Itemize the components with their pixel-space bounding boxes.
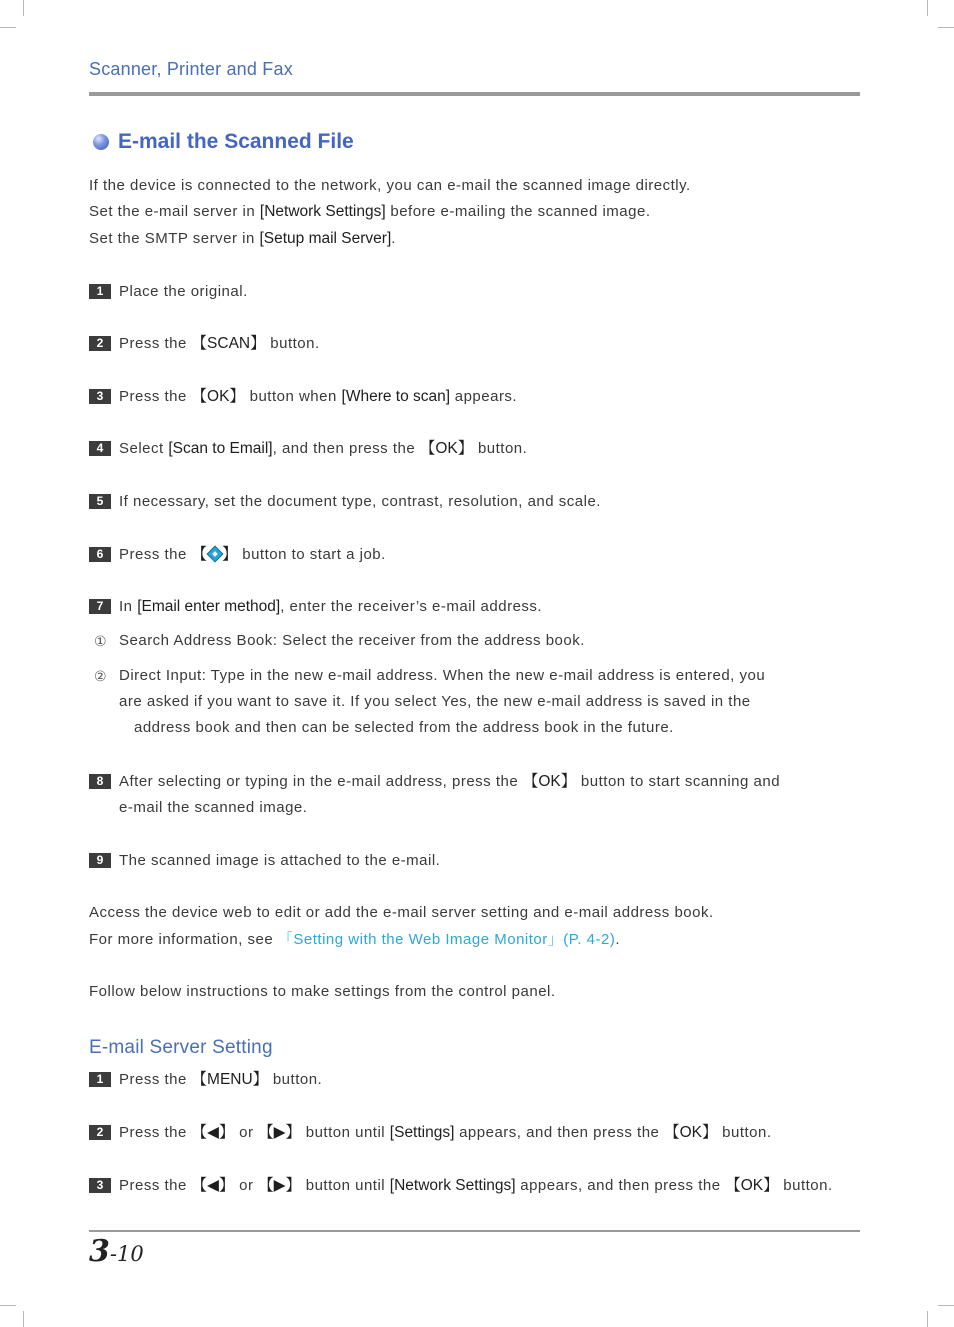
ui-term: 【MENU】 xyxy=(191,1071,269,1088)
access-line: Access the device web to edit or add the e-mail server setting and e-mail address book. xyxy=(89,904,714,921)
bullet-ball-icon xyxy=(93,134,109,150)
ui-term: 【OK】 xyxy=(522,773,577,790)
step-number-badge: 7 xyxy=(89,599,111,614)
ui-term: [Settings] xyxy=(389,1124,455,1141)
ui-term: [Email enter method] xyxy=(137,598,281,615)
step-item: 4 Select [Scan to Email], and then press the 【OK】 button. xyxy=(89,440,527,458)
step-number-badge: 5 xyxy=(89,494,111,509)
step-item: 7 In [Email enter method], enter the receiver’s e-mail address. xyxy=(89,598,542,616)
ui-term: [Network Settings] xyxy=(389,1177,516,1194)
crop-mark xyxy=(927,0,928,16)
cross-reference-link[interactable]: 「Setting with the Web Image Monitor」(P. 4-2) xyxy=(277,931,616,948)
subsection-title: E-mail Server Setting xyxy=(89,1037,273,1058)
ui-term: 【OK】 xyxy=(191,388,245,405)
ui-term: [Setup mail Server] xyxy=(259,230,392,247)
ui-term: 【OK】 xyxy=(419,440,474,457)
substep-item: ② Direct Input: Type in the new e-mail address. When the new e-mail address is entered, you are asked if you want to save it. If you select Yes, the new e-mail address is saved in the address book and then can be selected from the address book in the future. xyxy=(94,663,765,741)
step-item: 9 The scanned image is attached to the e-mail. xyxy=(89,852,440,870)
step-number-badge: 9 xyxy=(89,853,111,868)
ui-term: 【SCAN】 xyxy=(191,335,266,352)
crop-mark xyxy=(0,1305,16,1306)
intro-line: Set the SMTP server in [Setup mail Server]. xyxy=(89,230,396,247)
start-diamond-icon xyxy=(208,547,221,560)
follow-line: Follow below instructions to make settings from the control panel. xyxy=(89,983,556,1000)
crop-mark xyxy=(927,1311,928,1327)
step-number-badge: 6 xyxy=(89,547,111,562)
crop-mark xyxy=(938,1305,954,1306)
ui-term: [Network Settings] xyxy=(259,203,386,220)
step-item: 5 If necessary, set the document type, contrast, resolution, and scale. xyxy=(89,493,601,511)
intro-line: If the device is connected to the network, you can e-mail the scanned image directly. xyxy=(89,177,691,194)
crop-mark xyxy=(0,27,16,28)
ui-term: [Where to scan] xyxy=(341,388,451,405)
step-number-badge: 1 xyxy=(89,284,111,299)
step-number-badge: 3 xyxy=(89,389,111,404)
circled-number: ② xyxy=(94,668,108,684)
step-number-badge: 1 xyxy=(89,1072,111,1087)
ui-term: [Scan to Email] xyxy=(168,440,273,457)
step-number-badge: 4 xyxy=(89,441,111,456)
step-number-badge: 3 xyxy=(89,1178,111,1193)
step-item: 2 Press the 【SCAN】 button. xyxy=(89,335,320,353)
step-item: 6 Press the 【 】 button to start a job. xyxy=(89,546,386,564)
page-number: 3-10 xyxy=(89,1234,144,1269)
crop-mark xyxy=(938,27,954,28)
step-number-badge: 8 xyxy=(89,774,111,789)
crop-mark xyxy=(23,0,24,16)
substep-item: ① Search Address Book: Select the receiver from the address book. xyxy=(94,628,585,654)
footer-rule xyxy=(89,1230,860,1232)
step-item: 1 Place the original. xyxy=(89,283,248,301)
step-item: 3 Press the 【OK】 button when [Where to scan] appears. xyxy=(89,388,517,406)
intro-line: Set the e-mail server in [Network Settings] before e-mailing the scanned image. xyxy=(89,203,651,220)
step-number-badge: 2 xyxy=(89,336,111,351)
step-item: 3 Press the 【◀】 or 【▶】 button until [Network Settings] appears, and then press the 【OK】 button. xyxy=(89,1177,833,1195)
header-rule xyxy=(89,92,860,96)
step-number-badge: 2 xyxy=(89,1125,111,1140)
access-line: For more information, see 「Setting with the Web Image Monitor」(P. 4-2). xyxy=(89,931,620,948)
section-title: E-mail the Scanned File xyxy=(118,130,354,153)
crop-mark xyxy=(23,1311,24,1327)
running-header: Scanner, Printer and Fax xyxy=(89,59,293,79)
step-item: 8 After selecting or typing in the e-mail address, press the 【OK】 button to start scanning and e-mail the scanned image. xyxy=(89,773,780,817)
circled-number: ① xyxy=(94,633,108,649)
section-heading xyxy=(93,130,354,154)
step-item: 2 Press the 【◀】 or 【▶】 button until [Settings] appears, and then press the 【OK】 button. xyxy=(89,1124,772,1142)
step-item: 1 Press the 【MENU】 button. xyxy=(89,1071,322,1089)
